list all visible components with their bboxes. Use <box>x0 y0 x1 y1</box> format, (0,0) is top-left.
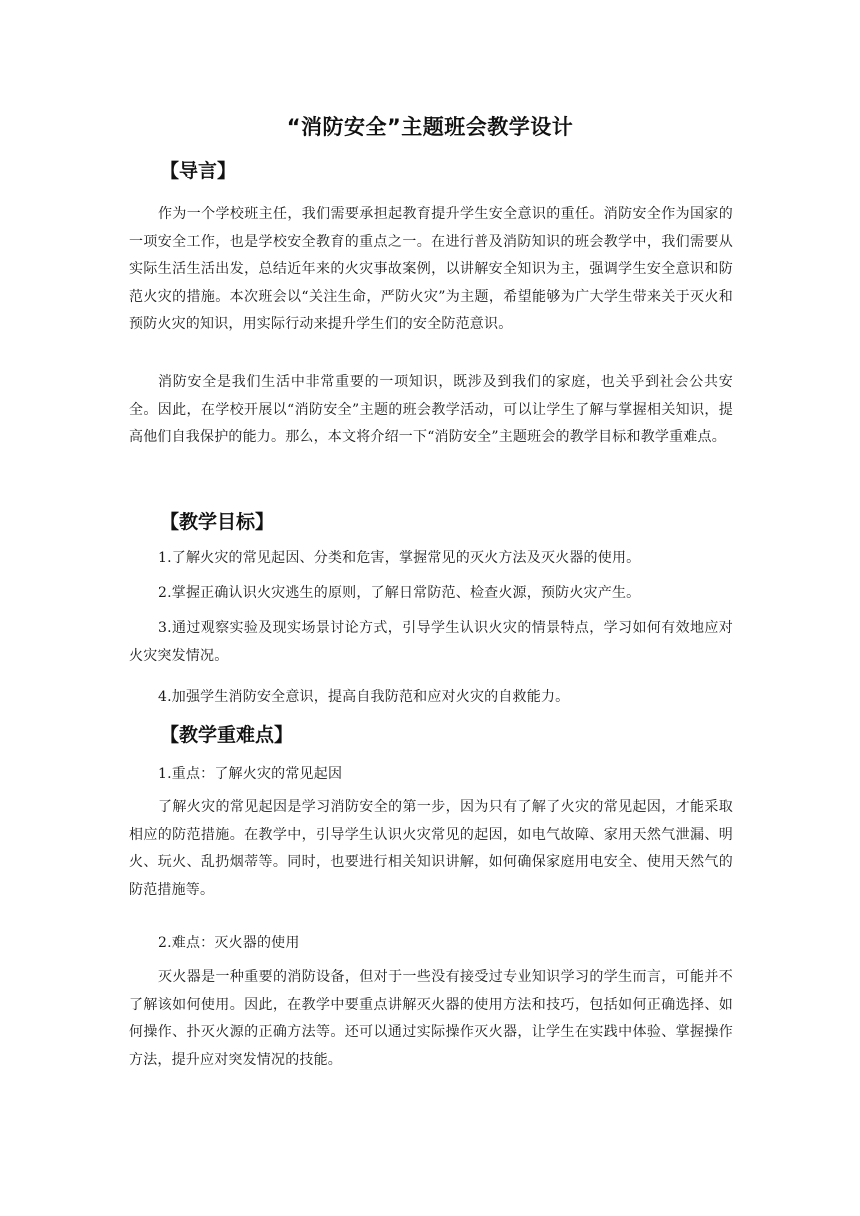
goal-item-2: 2.掌握正确认识火灾逃生的原则，了解日常防范、检查火源，预防火灾产生。 <box>158 585 641 601</box>
key-point-1-text: 了解火灾的常见起因是学习消防安全的第一步，因为只有了解了火灾的常见起因，才能采取相应的防范措施。在教学中，引导学生认识火灾常见的起因，如电气故障、家用天然气泄漏、明火、玩火、乱扔烟蒂等。同时，也要进行相关知识讲解，如何确保家庭用电安全、使用天然气的防范措施等。 <box>129 799 733 898</box>
goals-heading: 【教学目标】 <box>160 511 275 533</box>
goal-item-3: 3.通过观察实验及现实场景讨论方式，引导学生认识火灾的情景特点，学习如何有效地应对火灾突发情况。 <box>129 620 733 664</box>
goal-item-4: 4.加强学生消防安全意识，提高自我防范和应对火灾的自救能力。 <box>158 689 570 705</box>
document-title: “消防安全”主题班会教学设计 <box>286 115 574 139</box>
intro-paragraph-2: 消防安全是我们生活中非常重要的一项知识，既涉及到我们的家庭，也关乎到社会公共安全。因此，在学校开展以“消防安全”主题的班会教学活动，可以让学生了解与掌握相关知识，提高他们自我保护的能力。那么，本文将介绍一下“消防安全”主题班会的教学目标和教学重难点。 <box>129 374 733 446</box>
intro-heading: 【导言】 <box>160 160 237 182</box>
key-point-2-label: 2.难点：灭火器的使用 <box>158 935 300 951</box>
key-point-2-text: 灭火器是一种重要的消防设备，但对于一些没有接受过专业知识学习的学生而言，可能并不了解该如何使用。因此，在教学中要重点讲解灭火器的使用方法和技巧，包括如何正确选择、如何操作、扑灭火源的正确方法等。还可以通过实际操作灭火器，让学生在实践中体验、掌握操作方法，提升应对突发情况的技能。 <box>129 969 733 1068</box>
key-point-1-label: 1.重点：了解火灾的常见起因 <box>158 766 343 782</box>
intro-paragraph-1: 作为一个学校班主任，我们需要承担起教育提升学生安全意识的重任。消防安全作为国家的一项安全工作，也是学校安全教育的重点之一。在进行普及消防知识的班会教学中，我们需要从实际生活生活出发，总结近年来的火灾事故案例，以讲解安全知识为主，强调学生安全意识和防范火灾的措施。本次班会以“关注生命，严防火灾”为主题，希望能够为广大学生带来关于灭火和预防火灾的知识，用实际行动来提升学生们的安全防范意识。 <box>129 206 733 333</box>
goal-item-1: 1.了解火灾的常见起因、分类和危害，掌握常见的灭火方法及灭火器的使用。 <box>158 550 641 566</box>
key-points-heading: 【教学重难点】 <box>160 724 294 746</box>
